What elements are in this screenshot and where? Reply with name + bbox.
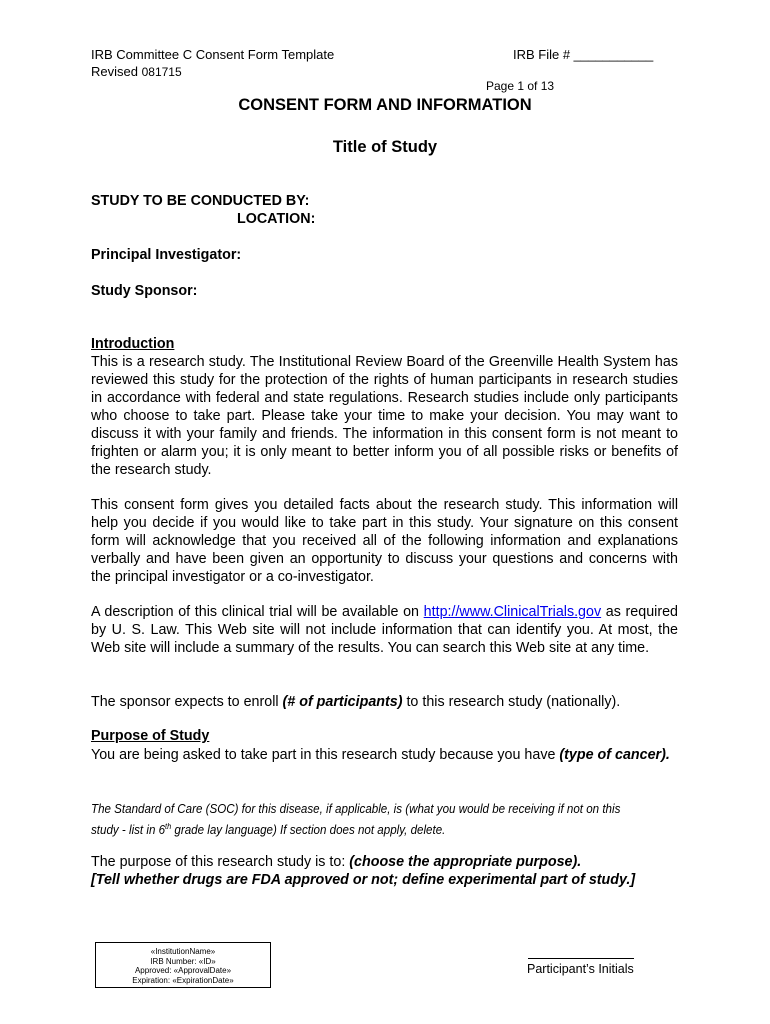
intro-paragraph-1: This is a research study. The Institutional Review Board of the Greenville Health System has reviewed this study for the protection of the rights of human participants in research studies in accordance with federal and state regulations. Research studies include only participants who choose to take part. Please take your time to make your decision. You may want to discuss it with your family and friends. The information in this consent form is not meant to frighten or alarm you; it is only meant to better inform you of all possible risks or benefits of the research study. <box>91 354 678 478</box>
principal-investigator-label: Principal Investigator: <box>91 247 242 263</box>
purpose-paragraph-1 <box>91 746 678 764</box>
intro-p4-after: to this research study (nationally). <box>402 694 621 710</box>
purpose-paragraph-3 <box>91 853 635 889</box>
stamp-irb-number: IRB Number: «ID» <box>150 956 216 966</box>
sponsor-label: Study Sponsor: <box>91 283 198 299</box>
irb-file-number: IRB File # ___________ <box>513 47 654 62</box>
intro-p4-before: The sponsor expects to enroll <box>91 694 283 710</box>
introduction-heading: Introduction <box>91 336 175 352</box>
stamp-expiration: Expiration: «ExpirationDate» <box>132 975 234 985</box>
intro-p3-after: as required by U. S. Law. This Web site will not include information that can identify you. At most, the Web site will include a summary of the results. You can search this Web site at any time. <box>91 604 678 656</box>
initials-line <box>528 958 634 959</box>
location-label: LOCATION: <box>237 211 316 227</box>
irb-approval-stamp <box>95 942 271 988</box>
stamp-institution: «InstitutionName» <box>150 947 216 956</box>
soc-line-2 <box>91 818 631 839</box>
intro-paragraph-2: This consent form gives you detailed facts about the research study. This information will help you decide if you would like to take part in this study. Your signature on this consent form will acknowledge that you received all of the following information and explanations verbally and have been given an opportunity to discuss your questions and concerns with the principal investigator or a co-investigator. <box>91 497 678 585</box>
intro-p3-before: A description of this clinical trial will be available on <box>91 604 424 620</box>
purpose-placeholder: (choose the appropriate purpose). <box>349 854 582 870</box>
study-title: Title of Study <box>332 138 438 156</box>
template-name: IRB Committee C Consent Form Template <box>91 47 335 62</box>
revised-value: 081715 <box>141 65 182 79</box>
revised-label: Revised <box>91 64 138 79</box>
intro-paragraph-3 <box>91 603 678 657</box>
soc-line-2b: grade lay language) If section does not apply, delete. <box>171 823 446 838</box>
clinicaltrials-link[interactable]: http://www.ClinicalTrials.gov <box>423 604 602 620</box>
soc-line-2a: study - list in 6 <box>91 823 166 838</box>
document-title: CONSENT FORM AND INFORMATION <box>238 96 532 114</box>
stamp-approved: Approved: «ApprovalDate» <box>134 966 232 975</box>
purpose-p3-before: The purpose of this research study is to: <box>91 854 350 870</box>
purpose-p1-before: You are being asked to take part in this research study because you have <box>91 747 560 763</box>
fda-instruction: [Tell whether drugs are FDA approved or not; define experimental part of study.] <box>91 872 636 888</box>
soc-line-1: The Standard of Care (SOC) for this disease, if applicable, is (what you would be receiving if not on this <box>91 802 621 816</box>
cancer-type-placeholder: (type of cancer). <box>559 747 670 763</box>
revised-line <box>91 64 182 80</box>
page-number: Page 1 of 13 <box>486 79 555 93</box>
intro-paragraph-4 <box>91 693 678 711</box>
purpose-heading: Purpose of Study <box>91 728 210 744</box>
participants-placeholder: (# of participants) <box>282 694 403 710</box>
soc-superscript: th <box>165 822 172 831</box>
conducted-by-label: STUDY TO BE CONDUCTED BY: <box>91 193 310 209</box>
participant-initials-label: Participant’s Initials <box>527 962 634 976</box>
